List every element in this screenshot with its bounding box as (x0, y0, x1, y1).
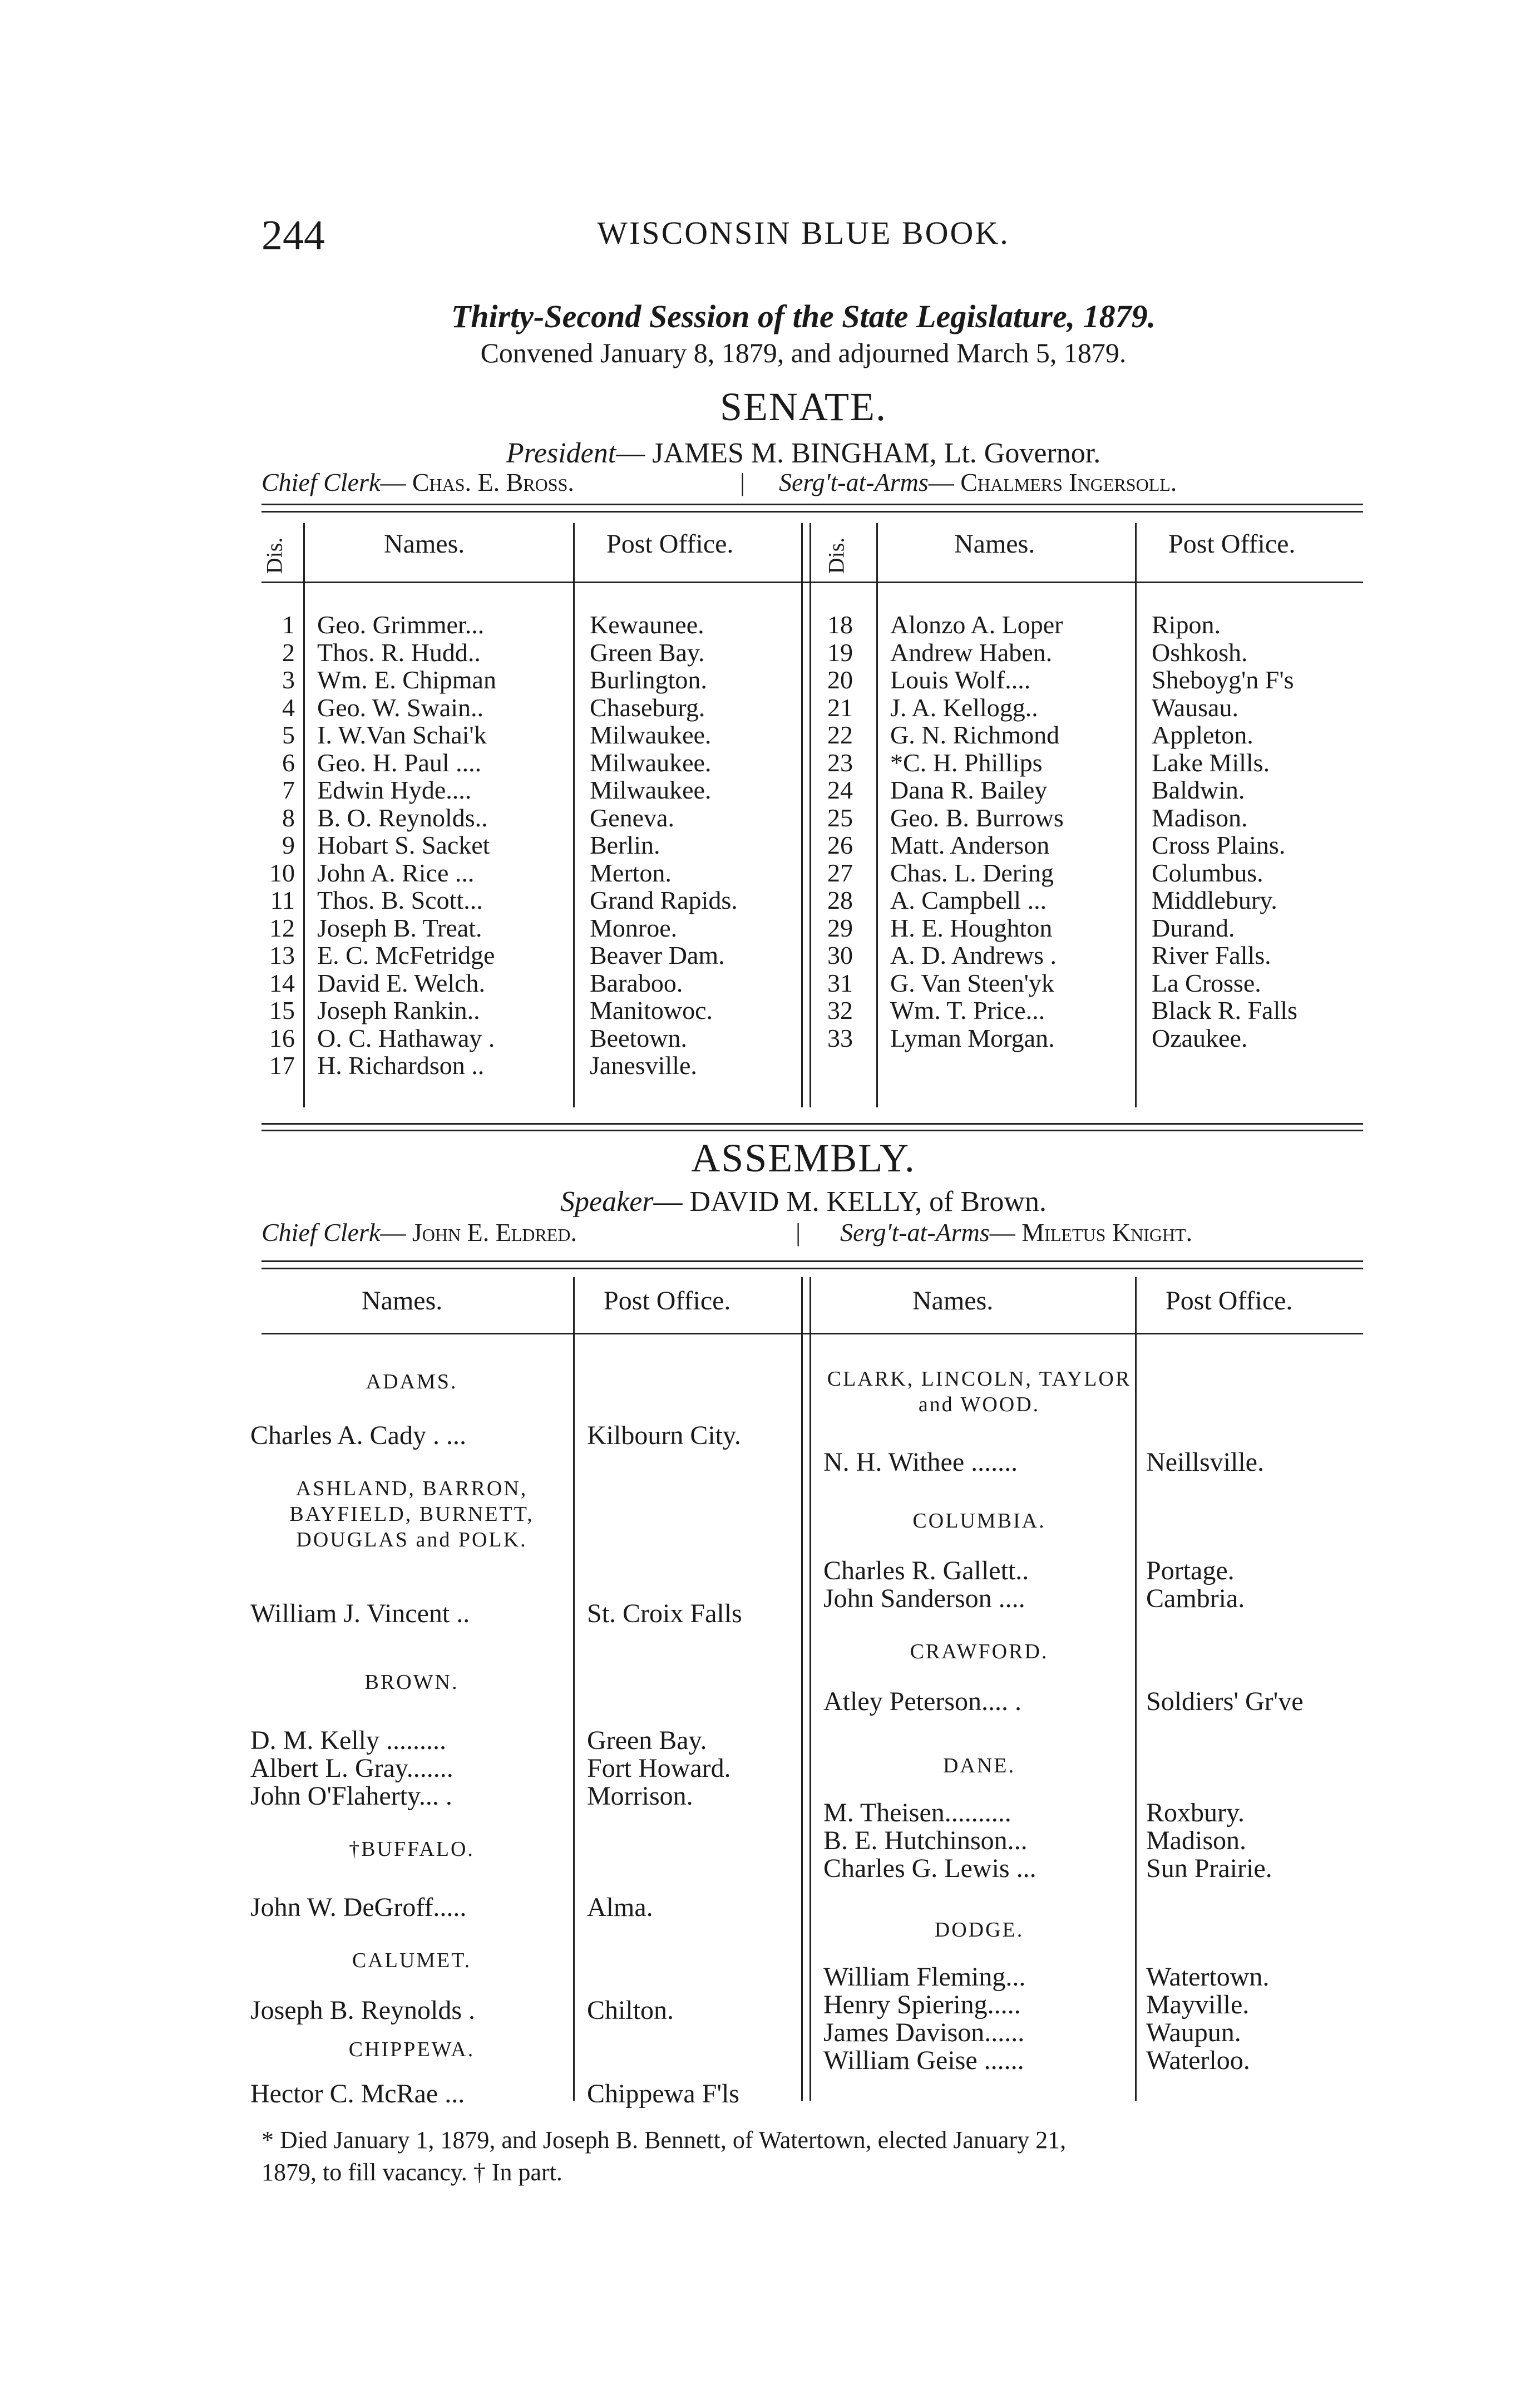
district-number: 32 (827, 996, 853, 1024)
post-office: Chippewa F'ls (587, 2079, 739, 2109)
county-heading: CALUMET. (352, 1949, 472, 1972)
post-office: La Crosse. (1152, 968, 1261, 997)
senator-name: G. Van Steen'yk (890, 968, 1054, 997)
county-heading: †BUFFALO. (349, 1838, 475, 1861)
post-office: Cambria. (1146, 1584, 1245, 1613)
column-divider (1135, 1277, 1137, 2101)
senate-chief-clerk: — Chas. E. Bross. (380, 468, 574, 496)
district-number: 9 (282, 831, 295, 859)
assembly-heading: ASSEMBLY. (691, 1136, 916, 1180)
member-name: Charles A. Cady . ... (250, 1421, 466, 1450)
senator-name: Wm. E. Chipman (317, 666, 496, 694)
district-number: 13 (269, 941, 295, 969)
rule (261, 504, 1363, 505)
county-heading: CLARK, LINCOLN, TAYLOR and WOOD. (827, 1367, 1132, 1416)
footnote-line-2: 1879, to fill vacancy. † In part. (261, 2159, 562, 2186)
column-divider (801, 523, 803, 1107)
senator-name: G. N. Richmond (890, 721, 1060, 749)
post-office: Sun Prairie. (1146, 1854, 1272, 1883)
county-heading: COLUMBIA. (912, 1509, 1046, 1533)
senator-name: Andrew Haben. (890, 638, 1053, 667)
senate-president (0, 437, 1540, 470)
col-post-right: Post Office. (1168, 529, 1296, 559)
asm-col-post-left: Post Office. (604, 1286, 731, 1316)
district-number: 20 (827, 666, 853, 694)
county-heading: CHIPPEWA. (348, 2038, 475, 2061)
post-office: Sheboyg'n F's (1152, 666, 1294, 694)
post-office: Neillsville. (1146, 1447, 1264, 1477)
col-names-left: Names. (384, 529, 465, 559)
member-name: John W. DeGroff..... (250, 1893, 467, 1922)
senator-name: A. Campbell ... (890, 886, 1047, 914)
senator-name: Matt. Anderson (890, 831, 1050, 859)
assembly-sergeant-label: Serg't-at-Arms (840, 1218, 990, 1247)
column-divider (810, 523, 811, 1107)
district-number: 31 (827, 968, 853, 997)
post-office: Ripon. (1152, 610, 1221, 639)
speaker-label: Speaker (560, 1186, 654, 1218)
senator-name: H. Richardson .. (317, 1051, 485, 1080)
district-number: 21 (827, 693, 853, 722)
post-office: Monroe. (590, 913, 678, 942)
senate-chief-clerk-label: Chief Clerk (261, 468, 381, 496)
post-office: Milwaukee. (590, 776, 712, 804)
senate-separator: | (740, 468, 746, 496)
column-divider (303, 523, 305, 1107)
senator-name: O. C. Hathaway . (317, 1023, 495, 1052)
senator-name: Thos. R. Hudd.. (317, 638, 481, 667)
member-name: Atley Peterson.... . (823, 1687, 1021, 1716)
district-number: 29 (827, 913, 853, 942)
post-office: Chaseburg. (590, 693, 705, 722)
column-divider (573, 523, 575, 1107)
assembly-officers-line (261, 1218, 1363, 1247)
assembly-speaker (0, 1185, 1540, 1218)
member-name: Albert L. Gray....... (250, 1753, 453, 1783)
senator-name: Thos. B. Scott... (317, 886, 483, 914)
post-office: River Falls. (1152, 941, 1271, 969)
district-number: 17 (269, 1051, 295, 1080)
assembly-chief-clerk-label: Chief Clerk (261, 1218, 381, 1247)
post-office: Chilton. (587, 1996, 674, 2025)
senator-name: B. O. Reynolds.. (317, 803, 488, 832)
senator-name: Joseph B. Treat. (317, 913, 482, 942)
senator-name: Geo. B. Burrows (890, 803, 1064, 832)
district-number: 12 (269, 913, 295, 942)
senator-name: Dana R. Bailey (890, 776, 1048, 804)
senator-name: Edwin Hyde.... (317, 776, 472, 804)
district-number: 7 (282, 776, 295, 804)
post-office: Green Bay. (587, 1726, 707, 1755)
county-heading: ADAMS. (366, 1370, 458, 1393)
rule (261, 1268, 1363, 1269)
member-name: William Geise ...... (823, 2046, 1024, 2075)
district-number: 25 (827, 803, 853, 832)
district-number: 28 (827, 886, 853, 914)
district-number: 4 (282, 693, 295, 722)
senator-name: *C. H. Phillips (890, 748, 1043, 777)
senator-name: Alonzo A. Loper (890, 610, 1063, 639)
district-number: 19 (827, 638, 853, 667)
col-post-left: Post Office. (606, 529, 734, 559)
post-office: Columbus. (1152, 858, 1263, 887)
district-number: 3 (282, 666, 295, 694)
col-names-right: Names. (954, 529, 1035, 559)
senator-name: Lyman Morgan. (890, 1023, 1055, 1052)
post-office: Waupun. (1146, 2018, 1241, 2047)
member-name: William Fleming... (823, 1962, 1026, 1992)
county-heading: BROWN. (364, 1671, 459, 1694)
post-office: Burlington. (590, 666, 707, 694)
member-name: B. E. Hutchinson... (823, 1826, 1028, 1855)
senator-name: John A. Rice ... (317, 858, 475, 887)
senate-sergeant-label: Serg't-at-Arms (779, 468, 929, 496)
post-office: Milwaukee. (590, 748, 712, 777)
post-office: Watertown. (1146, 1962, 1270, 1992)
post-office: Merton. (590, 858, 672, 887)
member-name: John Sanderson .... (823, 1584, 1025, 1613)
post-office: Lake Mills. (1152, 748, 1270, 777)
county-heading: CRAWFORD. (910, 1640, 1049, 1663)
district-number: 27 (827, 858, 853, 887)
senator-name: I. W.Van Schai'k (317, 721, 487, 749)
member-name: M. Theisen.......... (823, 1798, 1011, 1827)
post-office: Fort Howard. (587, 1753, 731, 1783)
district-number: 15 (269, 996, 295, 1024)
post-office: Kilbourn City. (587, 1421, 741, 1450)
district-number: 8 (282, 803, 295, 832)
page-number: 244 (261, 212, 325, 259)
senator-name: Geo. W. Swain.. (317, 693, 483, 722)
post-office: Appleton. (1152, 721, 1253, 749)
assembly-chief-clerk: — John E. Eldred. (380, 1218, 577, 1247)
post-office: Oshkosh. (1152, 638, 1248, 667)
president-label: President (506, 437, 616, 469)
post-office: Janesville. (590, 1051, 697, 1080)
post-office: Black R. Falls (1152, 996, 1297, 1024)
rule (261, 1123, 1363, 1125)
senator-name: E. C. McFetridge (317, 941, 495, 969)
asm-col-names-right: Names. (912, 1286, 994, 1316)
post-office: Baldwin. (1152, 776, 1245, 804)
post-office: Wausau. (1152, 693, 1238, 722)
member-name: John O'Flaherty... . (250, 1781, 452, 1811)
post-office: Milwaukee. (590, 721, 712, 749)
district-number: 22 (827, 721, 853, 749)
member-name: William J. Vincent .. (250, 1599, 470, 1628)
column-divider (573, 1277, 575, 2101)
member-name: James Davison...... (823, 2018, 1025, 2047)
col-dis-right: Dis. (823, 537, 849, 574)
post-office: St. Croix Falls (587, 1599, 742, 1628)
post-office: Waterloo. (1146, 2046, 1250, 2075)
member-name: N. H. Withee ....... (823, 1447, 1018, 1477)
post-office: Beetown. (590, 1023, 688, 1052)
member-name: Joseph B. Reynolds . (250, 1996, 476, 2025)
rule (261, 1130, 1363, 1131)
post-office: Ozaukee. (1152, 1023, 1248, 1052)
district-number: 10 (269, 858, 295, 887)
post-office: Middlebury. (1152, 886, 1277, 914)
member-name: D. M. Kelly ......... (250, 1726, 446, 1755)
post-office: Portage. (1146, 1556, 1235, 1585)
member-name: Henry Spiering..... (823, 1990, 1021, 2019)
senate-officers-line (261, 467, 1363, 497)
assembly-sergeant: — Mileтus Knight. (989, 1218, 1193, 1247)
speaker-name: — DAVID M. KELLY, of Brown. (653, 1186, 1047, 1218)
district-number: 16 (269, 1023, 295, 1052)
post-office: Berlin. (590, 831, 660, 859)
member-name: Hector C. McRae ... (250, 2079, 465, 2109)
president-name: — JAMES M. BINGHAM, Lt. Governor. (616, 437, 1101, 469)
district-number: 33 (827, 1023, 853, 1052)
column-divider (876, 523, 878, 1107)
senate-sergeant: — Chalmers Ingersoll. (928, 468, 1177, 496)
rule (261, 511, 1363, 513)
post-office: Manitowoc. (590, 996, 713, 1024)
county-heading: DODGE. (934, 1918, 1024, 1942)
district-number: 2 (282, 638, 295, 667)
county-heading: DANE. (942, 1754, 1016, 1777)
district-number: 18 (827, 610, 853, 639)
county-heading: ASHLAND, BARRON, BAYFIELD, BURNETT, DOUGLAS and POLK. (289, 1477, 534, 1551)
member-name: Charles G. Lewis ... (823, 1854, 1036, 1883)
post-office: Baraboo. (590, 968, 683, 997)
column-divider (1135, 523, 1137, 1107)
post-office: Durand. (1152, 913, 1235, 942)
district-number: 6 (282, 748, 295, 777)
rule (261, 1260, 1363, 1262)
senator-name: Geo. H. Paul .... (317, 748, 482, 777)
senator-name: J. A. Kellogg.. (890, 693, 1038, 722)
post-office: Madison. (1146, 1826, 1246, 1855)
post-office: Roxbury. (1146, 1798, 1245, 1827)
senator-name: Louis Wolf.... (890, 666, 1031, 694)
post-office: Soldiers' Gr've (1146, 1687, 1304, 1716)
district-number: 1 (282, 610, 295, 639)
senator-name: Wm. T. Price... (890, 996, 1045, 1024)
post-office: Geneva. (590, 803, 674, 832)
senator-name: H. E. Houghton (890, 913, 1053, 942)
district-number: 24 (827, 776, 853, 804)
district-number: 5 (282, 721, 295, 749)
district-number: 14 (269, 968, 295, 997)
session-title: Thirty-Second Session of the State Legislature, 1879. (451, 298, 1156, 334)
senator-name: Geo. Grimmer... (317, 610, 485, 639)
column-divider (810, 1277, 811, 2101)
post-office: Green Bay. (590, 638, 705, 667)
post-office: Grand Rapids. (590, 886, 738, 914)
rule (261, 1333, 1363, 1334)
post-office: Cross Plains. (1152, 831, 1286, 859)
rule (261, 582, 1363, 583)
running-title: WISCONSIN BLUE BOOK. (597, 215, 1010, 251)
senator-name: Hobart S. Sacket (317, 831, 490, 859)
asm-col-post-right: Post Office. (1166, 1286, 1293, 1316)
senator-name: Chas. L. Dering (890, 858, 1054, 887)
senate-heading: SENATE. (720, 385, 887, 429)
post-office: Alma. (587, 1893, 653, 1922)
column-divider (801, 1277, 803, 2101)
asm-col-names-left: Names. (362, 1286, 443, 1316)
footnote-line-1: * Died January 1, 1879, and Joseph B. Bennett, of Watertown, elected January 21, (261, 2126, 1067, 2154)
senator-name: Joseph Rankin.. (317, 996, 480, 1024)
convened-line: Convened January 8, 1879, and adjourned March 5, 1879. (480, 337, 1127, 368)
post-office: Mayville. (1146, 1990, 1250, 2019)
post-office: Morrison. (587, 1781, 693, 1811)
senator-name: A. D. Andrews . (890, 941, 1057, 969)
district-number: 30 (827, 941, 853, 969)
district-number: 11 (270, 886, 295, 914)
post-office: Beaver Dam. (590, 941, 725, 969)
post-office: Kewaunee. (590, 610, 704, 639)
district-number: 23 (827, 748, 853, 777)
post-office: Madison. (1152, 803, 1248, 832)
member-name: Charles R. Gallett.. (823, 1556, 1029, 1585)
district-number: 26 (827, 831, 853, 859)
assembly-separator: | (796, 1218, 801, 1247)
senator-name: David E. Welch. (317, 968, 486, 997)
col-dis-left: Dis. (261, 537, 287, 574)
